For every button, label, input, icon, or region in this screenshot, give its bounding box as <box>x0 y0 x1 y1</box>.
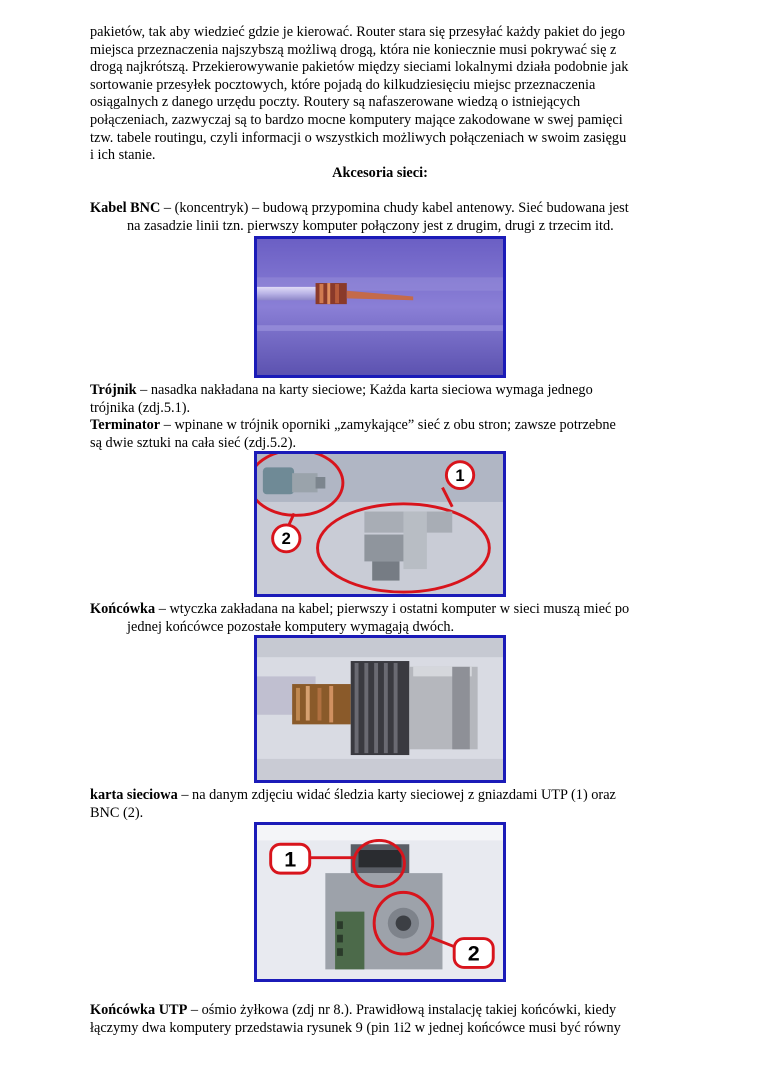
intro-line: pakietów, tak aby wiedzieć gdzie je kierować. Router stara się przesyłać każdy pakiet do jego <box>90 24 625 40</box>
karta-text-2: BNC (2). <box>90 804 144 821</box>
koncowka-text-2: jednej końcówce pozostałe komputery wymagają dwóch. <box>127 618 455 635</box>
photo2-label-one: 1 <box>455 466 465 485</box>
utp-text: – ośmio żyłkowa (zdj nr 8.). Prawidłową instalację takiej końcówki, kiedy <box>187 1002 617 1018</box>
trojnik-text-2: trójnika (zdj.5.1). <box>90 399 191 416</box>
karta-term: karta sieciowa <box>90 787 178 803</box>
terminator-term: Terminator <box>90 417 161 434</box>
photo2-label-two: 2 <box>281 530 291 549</box>
intro-line: sortowanie przesyłek pocztowych, które pojadą do kilkudziesięciu miejsc przeznaczenia <box>90 76 596 93</box>
bnc-paragraph <box>90 200 680 235</box>
section-heading: Akcesoria sieci: <box>332 165 428 181</box>
bnc-text: – (koncentryk) – budową przypomina chudy kabel antenowy. Sieć budowana jest <box>160 200 629 216</box>
intro-paragraph <box>90 24 680 165</box>
intro-line: i ich stanie. <box>90 147 156 164</box>
karta-text: – na danym zdjęciu widać śledzia karty sieciowej z gniazdami UTP (1) oraz <box>177 787 616 803</box>
network-card-photo <box>254 822 506 982</box>
intro-line: drogą najkrótszą. Przekierowywanie pakietów między sieciami lokalnymi działa podobnie jak <box>90 59 629 76</box>
koncowka-text: – wtyczka zakładana na kabel; pierwszy i ostatni komputer w sieci muszą mieć po <box>155 601 630 617</box>
utp-term: Końcówka UTP <box>90 1002 188 1018</box>
terminator-text-2: są dwie sztuki na cała sieć (zdj.5.2). <box>90 434 297 451</box>
photo4-label-two: 2 <box>467 941 480 966</box>
koncowka-term: Końcówka <box>90 601 156 617</box>
bnc-text-2: na zasadzie linii tzn. pierwszy komputer połączony jest z drugim, drugi z trzecim itd. <box>127 217 614 234</box>
intro-line: osiągalnych z danego urzędu poczty. Routery są nafaszerowane wiedzą o istniejących <box>90 94 581 111</box>
intro-line: połączeniach, zazwyczaj są to bardzo mocne komputery mające zakodowane w swej pamięci <box>90 111 623 128</box>
intro-line: tzw. tabele routingu, czyli informacji o wszystkich możliwych połączeniach w swoim zasięgu <box>90 129 627 146</box>
trojnik-term: Trójnik <box>90 382 137 398</box>
photo4-label-one: 1 <box>284 847 297 872</box>
intro-line: miejsca przeznaczenia najszybszą możliwą drogą, która nie koniecznie musi pokrywać się z <box>90 41 617 58</box>
trojnik-text: – nasadka nakładana na karty sieciowe; Każda karta sieciowa wymaga jednego <box>136 382 593 398</box>
bnc-term: Kabel BNC <box>90 200 161 216</box>
bnc-cable-photo <box>254 236 506 378</box>
t-connector-photo <box>254 451 506 597</box>
trojnik-paragraph <box>90 382 680 452</box>
utp-paragraph <box>90 1002 680 1037</box>
karta-paragraph <box>90 787 680 822</box>
terminator-text: – wpinane w trójnik oporniki „zamykające” sieć z obu stron; zawsze potrzebne <box>160 417 616 434</box>
utp-text-2: łączymy dwa komputery przedstawia rysunek 9 (pin 1i2 w jednej końcówce musi być równy <box>90 1019 621 1036</box>
bnc-plug-photo <box>254 635 506 783</box>
koncowka-paragraph <box>90 601 680 636</box>
